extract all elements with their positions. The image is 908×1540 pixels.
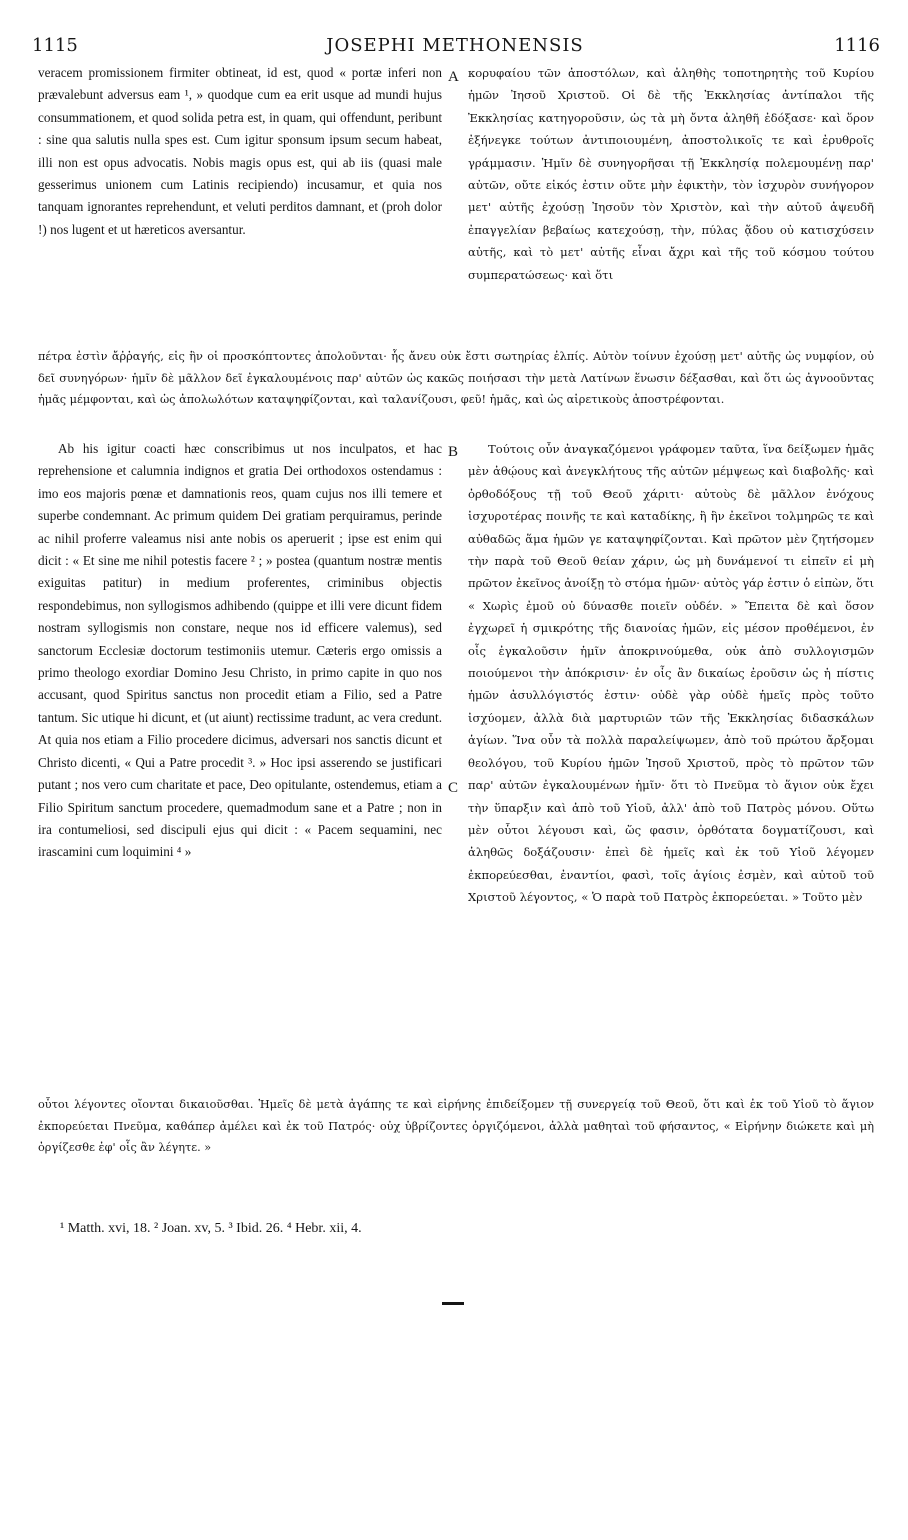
- greek-full-width-passage-1: πέτρα ἐστὶν ἄῤῥαγής, εἰς ἣν οἱ προσκόπτοντες ἀπολοῦνται· ἧς ἄνευ οὐκ ἔστι σωτηρίας ἐλπίς. Αὐτὸν τοίνυν ἐχούσῃ μετ' αὐτῆς ὡς νυμφίον, οὐ δεῖ συνηγόρων· ἡμῖν δὲ μᾶλλον δεῖ ἐγκαλουμένοις παρ' αὐτῶν ὡς κακῶς ποιήσασι τὴν μετὰ Λατίνων ἕνωσιν δέξασθαι, καὶ ὅτι ὡς ἀγνοοῦντας ἡμᾶς μέμφονται, καὶ ὡς ἀπολωλότων καταψηφίζονται, καὶ ταλανίζουσι, φεῦ! ἡμᾶς, καὶ ὡς αἱρετικοὺς ἀποστρέφονται.: [38, 350, 874, 407]
- latin-column-top: [38, 62, 442, 241]
- running-title: JOSEPHI METHONENSIS: [326, 35, 584, 56]
- latin-column-middle: [38, 438, 442, 864]
- greek-column-middle: [468, 438, 874, 909]
- greek-full-width-passage-2: οὗτοι λέγοντες οἴονται δικαιοῦσθαι. Ἡμεῖς δὲ μετὰ ἀγάπης τε καὶ εἰρήνης ἐπιδείξομεν τῇ συνεργείᾳ τοῦ Θεοῦ, ὅτι καὶ ἐκ τοῦ Υἱοῦ τὸ ἅγιον ἐκπορεύεται Πνεῦμα, καθάπερ ἀμέλει καὶ ἐκ τοῦ Πατρός· οὐχ ὑβρίζοντες ὀργιζόμενοι, ἀλλὰ μαθηταὶ τοῦ φήσαντος, « Εἰρήνην διώκετε καὶ μὴ ὀργίζεσθε ἐφ' οἷς ἂν λέγητε. »: [38, 1098, 874, 1155]
- footnotes: ¹ Matth. xvi, 18. ² Joan. xv, 5. ³ Ibid. 26. ⁴ Hebr. xii, 4.: [60, 1221, 362, 1236]
- end-dash: [442, 1302, 464, 1305]
- page-header: [30, 34, 880, 62]
- left-page-number: 1115: [32, 35, 78, 56]
- latin-paragraph-1: veracem promissionem firmiter obtineat, id est, quod « portæ inferi non prævalebunt adversus eam ¹, » quodque cum ea erit usque ad mundi hujus consummationem, et quod solida petra est, in quam, qui offendunt, peribunt : sine qua salutis nulla spes est. Cum igitur sponsum ipsum secum habeat, illi non est opus advocatis. Nobis magis opus est, qui ab iis (quasi male gesserimus unionem cum Latinis recipiendo) incusamur, et quia nos tanquam ignorantes reprehendunt, et veluti perditos damnant, et (proh dolor !) nos lugent et ut hæreticos aversantur.: [38, 65, 442, 237]
- greek-paragraph-2: Τούτοις οὖν ἀναγκαζόμενοι γράφομεν ταῦτα, ἵνα δείξωμεν ἡμᾶς μὲν ἀθῴους καὶ ἀνεγκλήτους τῆς αὐτῶν μέμψεως καὶ διαβολῆς· καὶ ὀρθοδόξους τῇ τοῦ Θεοῦ χάριτι· αὐτοὺς δὲ μᾶλλον ἐνόχους ἰσχυροτέρας ποινῆς τε καὶ καταδίκης, ἢ ἣν ἐκεῖνοι τολμηρῶς τε καὶ αὐθαδῶς ἅμα ἡμῶν γε καταψηφίζονται. Καὶ πρῶτον μὲν ζητήσομεν τὴν παρὰ τοῦ Θεοῦ θείαν χάριν, ὡς μὴ δυνάμενοί τι εἰπεῖν εἰ μὴ πρῶτον ἐκεῖνος ἀνοίξῃ τὸ στόμα ἡμῶν· αὐτὸς γάρ ἐστιν ὁ εἰπὼν, ὅτι « Χωρὶς ἐμοῦ οὐ δύνασθε ποιεῖν οὐδέν. » Ἔπειτα δὲ καὶ ὅσον ἐγχωρεῖ ἡ σμικρότης τῆς διανοίας ἡμῶν, εἰς μέσον προθέμενοι, ἐν οἷς ἐγκαλοῦσιν ἡμῖν ἀποκρινούμεθα, οὐκ ἀπὸ συλλογισμῶν ποιούμενοι τὴν ἀπόκρισιν· ἐν οἷς ἂν δικαίως ἐροῦσιν ὡς ἡ πίστις ἡμῶν ἀσυλλόγιστός ἐστιν· οὐδὲ γὰρ οὐδὲ ἡμεῖς πρὸς τοῦτο ἰσχύομεν, ἀλλὰ διὰ μαρτυριῶν τῶν τῆς Ἐκκλησίας διδασκάλων ἁγίων. Ἵνα οὖν τὰ πολλὰ παραλείψωμεν, ἀπὸ τοῦ πρώτου ἄρξομαι θεολόγου, τοῦ Κυρίου ἡμῶν Ἰησοῦ Χριστοῦ, πρὸς τὸ πρῶτον τῶν παρ' αὐτῶν ἐγκαλουμένων ἡμῖν· ὅτι τὸ Πνεῦμα τὸ ἅγιον οὐκ ἔχει τὴν ὕπαρξιν καὶ ἀπὸ τοῦ Υἱοῦ, ἀλλ' ἀπὸ τοῦ Πατρὸς μόνου. Οὕτω μὲν οὗτοι λέγουσι καὶ, ὥς φασιν, ὀρθότατα δογματίζουσι, καὶ ἀληθῶς δοξάζουσιν· ἐπεὶ δὲ ἡμεῖς καὶ ἐκ τοῦ Υἱοῦ λέγομεν ἐκπορεύεσθαι, ἐναντίοι, φασὶ, τοῖς ἁγίοις ἐσμὲν, καὶ αὐτοῦ τοῦ Χριστοῦ λέγοντος, « Ὁ παρὰ τοῦ Πατρὸς ἐκπορεύεται. » Τοῦτο μὲν: [468, 442, 874, 905]
- margin-marker-b: B: [448, 444, 459, 460]
- margin-marker-a: A: [448, 69, 459, 85]
- margin-marker-c: C: [448, 780, 459, 796]
- greek-column-top: [468, 62, 874, 286]
- latin-paragraph-2: Ab his igitur coacti hæc conscribimus ut nos inculpatos, et hac reprehensione et calumnia indignos et gratia Dei orthodoxos ostendamus : imo eos majoris pœnæ et damnationis reos, quam cujus nos illi temere et superbe condemnant. Ac primum quidem Dei gratiam perquiramus, perinde ac nihil proferre valeamus nisi ante nobis os aperuerit ; ipse est enim qui dicit : « Et sine me nihil potestis facere ² ; » postea (quantum nostræ mentis exiguitas patitur) in medium proferentes, criminibus objectis respondebimus, non syllogismos adhibendo (quippe et illi vere dicunt fidem nostram syllogismis non constare, neque nos id efficere valemus), sed sanctorum Ecclesiæ doctorum testimoniis utemur. Cæteris ergo omissis a primo theologo exordiar Domino Jesu Christo, in primo capite in quo nos accusant, quod Spiritus sanctus non procedit etiam a Filio, sed a Patre tantum. Sic utique hi dicunt, et (ut aiunt) rectissime tradunt, ac vera credunt. At quia nos etiam a Filio procedere dicimus, adversari nos sanctis dicunt et Christo dicenti, « Qui a Patre procedit ³. » Hoc ipsi asserendo se justificari putant ; nos vero cum charitate et pace, Deo opitulante, ostendemus, etiam a Filio Spiritum sanctum procedere, quemadmodum sane et a Patre ; non in ira contumeliosi, sed discipuli ejus qui dicit : « Pacem sequamini, nec irascamini cum loquimini ⁴ »: [38, 441, 442, 860]
- greek-paragraph-1: κορυφαίου τῶν ἀποστόλων, καὶ ἀληθὴς τοποτηρητὴς τοῦ Κυρίου ἡμῶν Ἰησοῦ Χριστοῦ. Οἱ δὲ τῆς Ἐκκλησίας ἀντίπαλοι τῆς Ἐκκλησίας κατηγοροῦσιν, ὡς τὰ μὴ ὄντα ἀληθῆ ἐδόξασε· καὶ ὅρον ἐξήνεγκε τούτων ἀντιποιουμένη, ἀποστολικοῖς τε καὶ ἐρυθροῖς γράμμασιν. Ἡμῖν δὲ συνηγορῆσαι τῇ Ἐκκλησίᾳ πολεμουμένῃ παρ' αὐτῶν, οὔτε εἰκός ἐστιν οὔτε μὴν ἐφικτὴν, τὸν ἰσχυρὸν συνήγορον μετ' αὐτῆς ἐχούσῃ Ἰησοῦν τὸν Χριστὸν, καὶ τὴν αὐτοῦ ἀψευδῆ ἐπαγγελίαν βεβαίως κατεχούσῃ, τὴν, πύλας ᾅδου οὐ κατισχύσειν αὐτῆς, καὶ τὸ μετ' αὐτῆς εἶναι ἄχρι καὶ τῆς τοῦ κόσμου τούτου συμπερατώσεως· καὶ ὅτι: [468, 66, 874, 282]
- right-page-number: 1116: [834, 35, 880, 56]
